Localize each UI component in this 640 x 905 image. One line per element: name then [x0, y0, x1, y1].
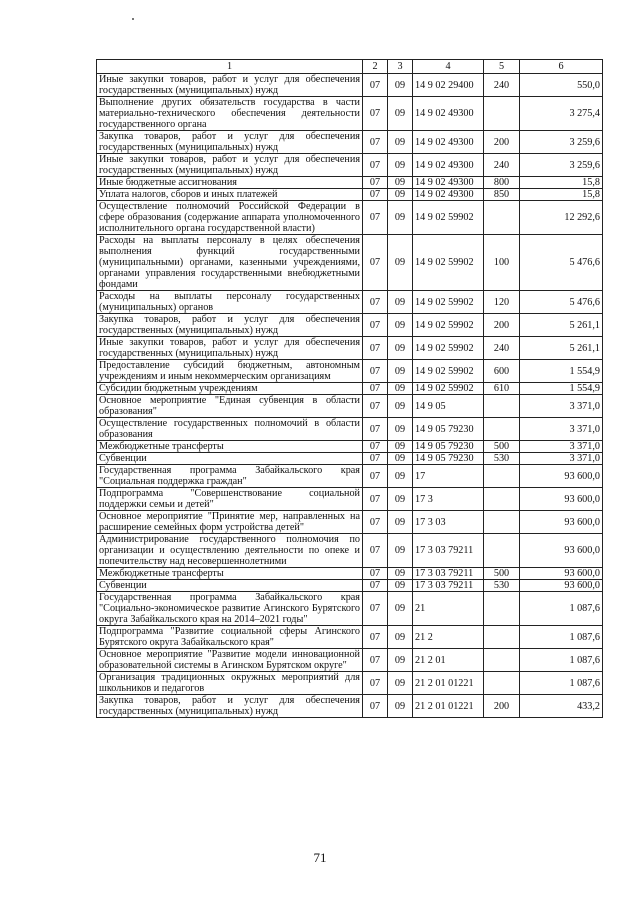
table-row	[97, 511, 603, 534]
row-target-code: 14 9 02 49300	[413, 97, 484, 131]
row-section: 07	[363, 672, 388, 695]
row-target-code: 14 9 02 49300	[413, 177, 484, 189]
row-expense-type: 240	[484, 154, 520, 177]
row-description: Расходы на выплаты персоналу государственных (муниципальных) органов	[97, 291, 363, 314]
row-amount: 1 087,6	[520, 649, 603, 672]
row-section: 07	[363, 534, 388, 568]
column-header-5: 5	[484, 60, 520, 74]
row-target-code: 17	[413, 465, 484, 488]
row-amount: 93 600,0	[520, 488, 603, 511]
row-amount: 1 087,6	[520, 592, 603, 626]
row-amount: 5 476,6	[520, 291, 603, 314]
row-amount: 5 261,1	[520, 337, 603, 360]
row-expense-type: 800	[484, 177, 520, 189]
row-section: 07	[363, 291, 388, 314]
row-subsection: 09	[388, 337, 413, 360]
row-description: Закупка товаров, работ и услуг для обеспечения государственных (муниципальных) нужд	[97, 695, 363, 718]
row-target-code: 21 2 01 01221	[413, 672, 484, 695]
table-row	[97, 201, 603, 235]
row-section: 07	[363, 568, 388, 580]
row-description: Закупка товаров, работ и услуг для обеспечения государственных (муниципальных) нужд	[97, 131, 363, 154]
row-description: Подпрограмма "Совершенствование социальной поддержки семьи и детей"	[97, 488, 363, 511]
table-row	[97, 154, 603, 177]
row-amount: 1 087,6	[520, 626, 603, 649]
row-subsection: 09	[388, 592, 413, 626]
row-amount: 1 554,9	[520, 383, 603, 395]
row-subsection: 09	[388, 672, 413, 695]
row-section: 07	[363, 465, 388, 488]
row-expense-type	[484, 201, 520, 235]
row-description: Иные закупки товаров, работ и услуг для обеспечения государственных (муниципальных) нужд	[97, 154, 363, 177]
table-body	[97, 74, 603, 718]
row-section: 07	[363, 592, 388, 626]
row-expense-type	[484, 534, 520, 568]
column-header-4: 4	[413, 60, 484, 74]
table-header-row	[97, 60, 603, 74]
row-description: Основное мероприятие "Единая субвенция в области образования"	[97, 395, 363, 418]
row-description: Расходы на выплаты персоналу в целях обеспечения выполнения функций государственными (муниципальными) органами, казенными учреждениями, органами управления государственными внебюджетными фондами	[97, 235, 363, 291]
row-subsection: 09	[388, 534, 413, 568]
row-subsection: 09	[388, 511, 413, 534]
row-amount: 3 275,4	[520, 97, 603, 131]
row-amount: 15,8	[520, 189, 603, 201]
row-section: 07	[363, 74, 388, 97]
row-expense-type: 600	[484, 360, 520, 383]
row-expense-type	[484, 672, 520, 695]
row-section: 07	[363, 189, 388, 201]
row-amount: 3 259,6	[520, 131, 603, 154]
row-subsection: 09	[388, 626, 413, 649]
row-subsection: 09	[388, 97, 413, 131]
row-subsection: 09	[388, 177, 413, 189]
table-row	[97, 580, 603, 592]
row-subsection: 09	[388, 189, 413, 201]
row-description: Выполнение других обязательств государства в части материально-технического обеспечения деятельности государственного органа	[97, 97, 363, 131]
row-section: 07	[363, 626, 388, 649]
row-expense-type	[484, 626, 520, 649]
row-section: 07	[363, 488, 388, 511]
row-description: Подпрограмма "Развитие социальной сферы Агинского Бурятского округа Забайкальского края"	[97, 626, 363, 649]
row-amount: 1 554,9	[520, 360, 603, 383]
row-expense-type: 120	[484, 291, 520, 314]
row-subsection: 09	[388, 649, 413, 672]
row-expense-type	[484, 97, 520, 131]
table-row	[97, 235, 603, 291]
row-section: 07	[363, 235, 388, 291]
row-subsection: 09	[388, 360, 413, 383]
row-amount: 93 600,0	[520, 568, 603, 580]
row-subsection: 09	[388, 488, 413, 511]
row-expense-type	[484, 592, 520, 626]
row-target-code: 21 2	[413, 626, 484, 649]
table-row	[97, 649, 603, 672]
table-row	[97, 177, 603, 189]
row-expense-type: 240	[484, 337, 520, 360]
row-section: 07	[363, 383, 388, 395]
row-target-code: 14 9 02 49300	[413, 189, 484, 201]
row-target-code: 17 3 03 79211	[413, 568, 484, 580]
column-header-1: 1	[97, 60, 363, 74]
row-section: 07	[363, 154, 388, 177]
table-row	[97, 314, 603, 337]
row-section: 07	[363, 695, 388, 718]
row-subsection: 09	[388, 568, 413, 580]
row-section: 07	[363, 201, 388, 235]
row-amount: 93 600,0	[520, 580, 603, 592]
table-row	[97, 131, 603, 154]
row-target-code: 17 3 03 79211	[413, 580, 484, 592]
row-target-code: 14 9 02 49300	[413, 131, 484, 154]
row-target-code: 14 9 02 59902	[413, 383, 484, 395]
row-subsection: 09	[388, 291, 413, 314]
table-row	[97, 441, 603, 453]
row-expense-type	[484, 649, 520, 672]
row-description: Субвенции	[97, 580, 363, 592]
row-description: Иные закупки товаров, работ и услуг для обеспечения государственных (муниципальных) нужд	[97, 337, 363, 360]
page-number: 71	[313, 850, 327, 865]
column-header-2: 2	[363, 60, 388, 74]
row-amount: 3 371,0	[520, 395, 603, 418]
table-row	[97, 488, 603, 511]
row-description: Предоставление субсидий бюджетным, автономным учреждениям и иным некоммерческим организациям	[97, 360, 363, 383]
row-description: Иные закупки товаров, работ и услуг для обеспечения государственных (муниципальных) нужд	[97, 74, 363, 97]
row-target-code: 14 9 05 79230	[413, 453, 484, 465]
row-target-code: 21 2 01 01221	[413, 695, 484, 718]
row-expense-type: 200	[484, 314, 520, 337]
row-subsection: 09	[388, 453, 413, 465]
row-expense-type	[484, 511, 520, 534]
row-section: 07	[363, 177, 388, 189]
row-section: 07	[363, 511, 388, 534]
row-description: Субвенции	[97, 453, 363, 465]
row-description: Межбюджетные трансферты	[97, 568, 363, 580]
row-amount: 12 292,6	[520, 201, 603, 235]
row-expense-type: 240	[484, 74, 520, 97]
row-section: 07	[363, 337, 388, 360]
row-subsection: 09	[388, 383, 413, 395]
row-amount: 3 259,6	[520, 154, 603, 177]
row-target-code: 14 9 02 59902	[413, 291, 484, 314]
row-subsection: 09	[388, 131, 413, 154]
row-description: Организация традиционных окружных мероприятий для школьников и педагогов	[97, 672, 363, 695]
row-expense-type: 530	[484, 580, 520, 592]
row-description: Государственная программа Забайкальского края "Социально-экономическое развитие Агинского Бурятского округа Забайкальского края на 2014–2021 годы"	[97, 592, 363, 626]
row-section: 07	[363, 453, 388, 465]
row-description: Закупка товаров, работ и услуг для обеспечения государственных (муниципальных) нужд	[97, 314, 363, 337]
table-row	[97, 74, 603, 97]
row-subsection: 09	[388, 201, 413, 235]
row-amount: 93 600,0	[520, 534, 603, 568]
table-row	[97, 395, 603, 418]
table-row	[97, 97, 603, 131]
row-description: Субсидии бюджетным учреждениям	[97, 383, 363, 395]
row-target-code: 14 9 02 59902	[413, 337, 484, 360]
row-target-code: 21 2 01	[413, 649, 484, 672]
row-target-code: 14 9 05	[413, 395, 484, 418]
column-header-6: 6	[520, 60, 603, 74]
row-description: Межбюджетные трансферты	[97, 441, 363, 453]
row-expense-type: 530	[484, 453, 520, 465]
table-row	[97, 383, 603, 395]
row-section: 07	[363, 97, 388, 131]
row-section: 07	[363, 580, 388, 592]
row-amount: 5 476,6	[520, 235, 603, 291]
row-amount: 3 371,0	[520, 453, 603, 465]
row-amount: 93 600,0	[520, 511, 603, 534]
row-amount: 433,2	[520, 695, 603, 718]
table-row	[97, 360, 603, 383]
row-expense-type	[484, 488, 520, 511]
table-row	[97, 189, 603, 201]
row-subsection: 09	[388, 695, 413, 718]
row-amount: 93 600,0	[520, 465, 603, 488]
row-section: 07	[363, 395, 388, 418]
row-subsection: 09	[388, 74, 413, 97]
row-target-code: 14 9 02 59902	[413, 314, 484, 337]
row-expense-type	[484, 395, 520, 418]
table-row	[97, 418, 603, 441]
table-row	[97, 453, 603, 465]
row-target-code: 14 9 05 79230	[413, 418, 484, 441]
row-description: Основное мероприятие "Развитие модели инновационной образовательной системы в Агинском Бурятском округе"	[97, 649, 363, 672]
row-section: 07	[363, 441, 388, 453]
row-description: Осуществление полномочий Российской Федерации в сфере образования (содержание аппарата уполномоченного исполнительного органа государственной власти)	[97, 201, 363, 235]
row-expense-type: 200	[484, 695, 520, 718]
table-row	[97, 568, 603, 580]
row-amount: 550,0	[520, 74, 603, 97]
row-subsection: 09	[388, 314, 413, 337]
row-description: Администрирование государственного полномочия по организации и осуществлению деятельности по опеке и попечительству над несовершеннолетними	[97, 534, 363, 568]
row-target-code: 17 3 03	[413, 511, 484, 534]
row-amount: 15,8	[520, 177, 603, 189]
row-amount: 3 371,0	[520, 441, 603, 453]
row-subsection: 09	[388, 465, 413, 488]
row-target-code: 14 9 05 79230	[413, 441, 484, 453]
row-amount: 3 371,0	[520, 418, 603, 441]
row-amount: 5 261,1	[520, 314, 603, 337]
row-section: 07	[363, 649, 388, 672]
table-row	[97, 534, 603, 568]
row-expense-type	[484, 465, 520, 488]
row-description: Иные бюджетные ассигнования	[97, 177, 363, 189]
row-subsection: 09	[388, 580, 413, 592]
row-target-code: 14 9 02 59902	[413, 235, 484, 291]
column-header-3: 3	[388, 60, 413, 74]
row-expense-type: 850	[484, 189, 520, 201]
table-row	[97, 672, 603, 695]
row-expense-type: 100	[484, 235, 520, 291]
table-row	[97, 626, 603, 649]
row-expense-type	[484, 418, 520, 441]
row-target-code: 17 3	[413, 488, 484, 511]
row-target-code: 14 9 02 49300	[413, 154, 484, 177]
row-expense-type: 500	[484, 568, 520, 580]
row-target-code: 14 9 02 59902	[413, 360, 484, 383]
row-description: Уплата налогов, сборов и иных платежей	[97, 189, 363, 201]
budget-table	[96, 59, 603, 718]
row-target-code: 17 3 03 79211	[413, 534, 484, 568]
row-target-code: 14 9 02 29400	[413, 74, 484, 97]
table-row	[97, 291, 603, 314]
row-expense-type: 610	[484, 383, 520, 395]
row-subsection: 09	[388, 395, 413, 418]
table-row	[97, 465, 603, 488]
row-subsection: 09	[388, 154, 413, 177]
row-section: 07	[363, 314, 388, 337]
row-section: 07	[363, 418, 388, 441]
row-amount: 1 087,6	[520, 672, 603, 695]
row-target-code: 21	[413, 592, 484, 626]
row-section: 07	[363, 360, 388, 383]
row-description: Государственная программа Забайкальского края "Социальная поддержка граждан"	[97, 465, 363, 488]
row-description: Осуществление государственных полномочий в области образования	[97, 418, 363, 441]
row-section: 07	[363, 131, 388, 154]
row-target-code: 14 9 02 59902	[413, 201, 484, 235]
table-row	[97, 337, 603, 360]
row-description: Основное мероприятие "Принятие мер, направленных на расширение семейных форм устройства детей"	[97, 511, 363, 534]
row-subsection: 09	[388, 441, 413, 453]
scan-artifact	[132, 18, 134, 20]
row-subsection: 09	[388, 418, 413, 441]
row-expense-type: 200	[484, 131, 520, 154]
row-subsection: 09	[388, 235, 413, 291]
table-row	[97, 592, 603, 626]
table-row	[97, 695, 603, 718]
row-expense-type: 500	[484, 441, 520, 453]
